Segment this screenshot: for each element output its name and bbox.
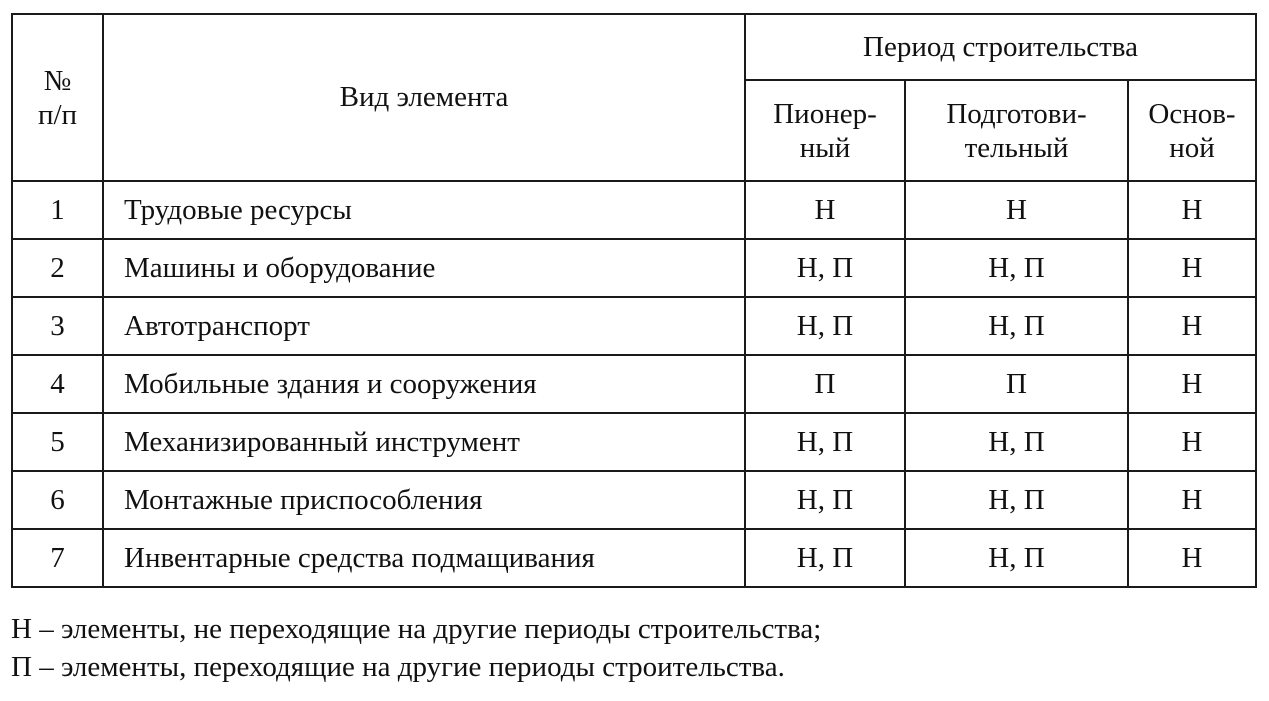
table-row: [12, 471, 1256, 529]
row-number: 3: [12, 297, 103, 355]
header-period: Период строительства: [745, 14, 1256, 80]
table-row: [12, 181, 1256, 239]
row-main-value: Н: [1128, 239, 1256, 297]
row-element-name: Трудовые ресурсы: [103, 181, 745, 239]
construction-elements-table: [11, 13, 1257, 588]
row-element-name: Мобильные здания и сооружения: [103, 355, 745, 413]
row-prep-value: Н: [905, 181, 1128, 239]
header-number: [12, 14, 103, 181]
header-prep-line2: тельный: [964, 131, 1069, 164]
row-prep-value: П: [905, 355, 1128, 413]
row-pioneer-value: Н: [745, 181, 905, 239]
row-prep-value: Н, П: [905, 471, 1128, 529]
header-main-line1: Основ-: [1148, 97, 1236, 130]
header-number-line1: №: [43, 64, 72, 97]
table-row: [12, 297, 1256, 355]
table-row: [12, 239, 1256, 297]
row-pioneer-value: Н, П: [745, 413, 905, 471]
header-main: [1128, 80, 1256, 181]
row-main-value: Н: [1128, 413, 1256, 471]
row-pioneer-value: Н, П: [745, 297, 905, 355]
header-number-line2: п/п: [37, 98, 78, 131]
table-row: [12, 413, 1256, 471]
header-main-line2: ной: [1169, 131, 1215, 164]
row-main-value: Н: [1128, 471, 1256, 529]
header-preparatory: [905, 80, 1128, 181]
header-prep-line1: Подготови-: [946, 97, 1087, 130]
legend-p: П – элементы, переходящие на другие периоды строительства.: [11, 651, 785, 683]
row-prep-value: Н, П: [905, 413, 1128, 471]
row-element-name: Инвентарные средства подмащивания: [103, 529, 745, 587]
table-row: [12, 355, 1256, 413]
row-element-name: Механизированный инструмент: [103, 413, 745, 471]
row-number: 6: [12, 471, 103, 529]
row-number: 4: [12, 355, 103, 413]
table-row: [12, 529, 1256, 587]
row-number: 7: [12, 529, 103, 587]
row-number: 2: [12, 239, 103, 297]
header-pioneer: [745, 80, 905, 181]
row-number: 1: [12, 181, 103, 239]
header-element-type: Вид элемента: [103, 14, 745, 181]
row-prep-value: Н, П: [905, 297, 1128, 355]
row-main-value: Н: [1128, 529, 1256, 587]
row-prep-value: Н, П: [905, 239, 1128, 297]
row-element-name: Машины и оборудование: [103, 239, 745, 297]
row-pioneer-value: Н, П: [745, 529, 905, 587]
header-pioneer-line2: ный: [799, 131, 851, 164]
row-main-value: Н: [1128, 355, 1256, 413]
row-pioneer-value: Н, П: [745, 239, 905, 297]
header-pioneer-line1: Пионер-: [773, 97, 877, 130]
row-pioneer-value: П: [745, 355, 905, 413]
row-main-value: Н: [1128, 297, 1256, 355]
legend-n: Н – элементы, не переходящие на другие периоды строительства;: [11, 613, 822, 645]
row-element-name: Автотранспорт: [103, 297, 745, 355]
row-pioneer-value: Н, П: [745, 471, 905, 529]
row-prep-value: Н, П: [905, 529, 1128, 587]
row-number: 5: [12, 413, 103, 471]
row-main-value: Н: [1128, 181, 1256, 239]
row-element-name: Монтажные приспособления: [103, 471, 745, 529]
